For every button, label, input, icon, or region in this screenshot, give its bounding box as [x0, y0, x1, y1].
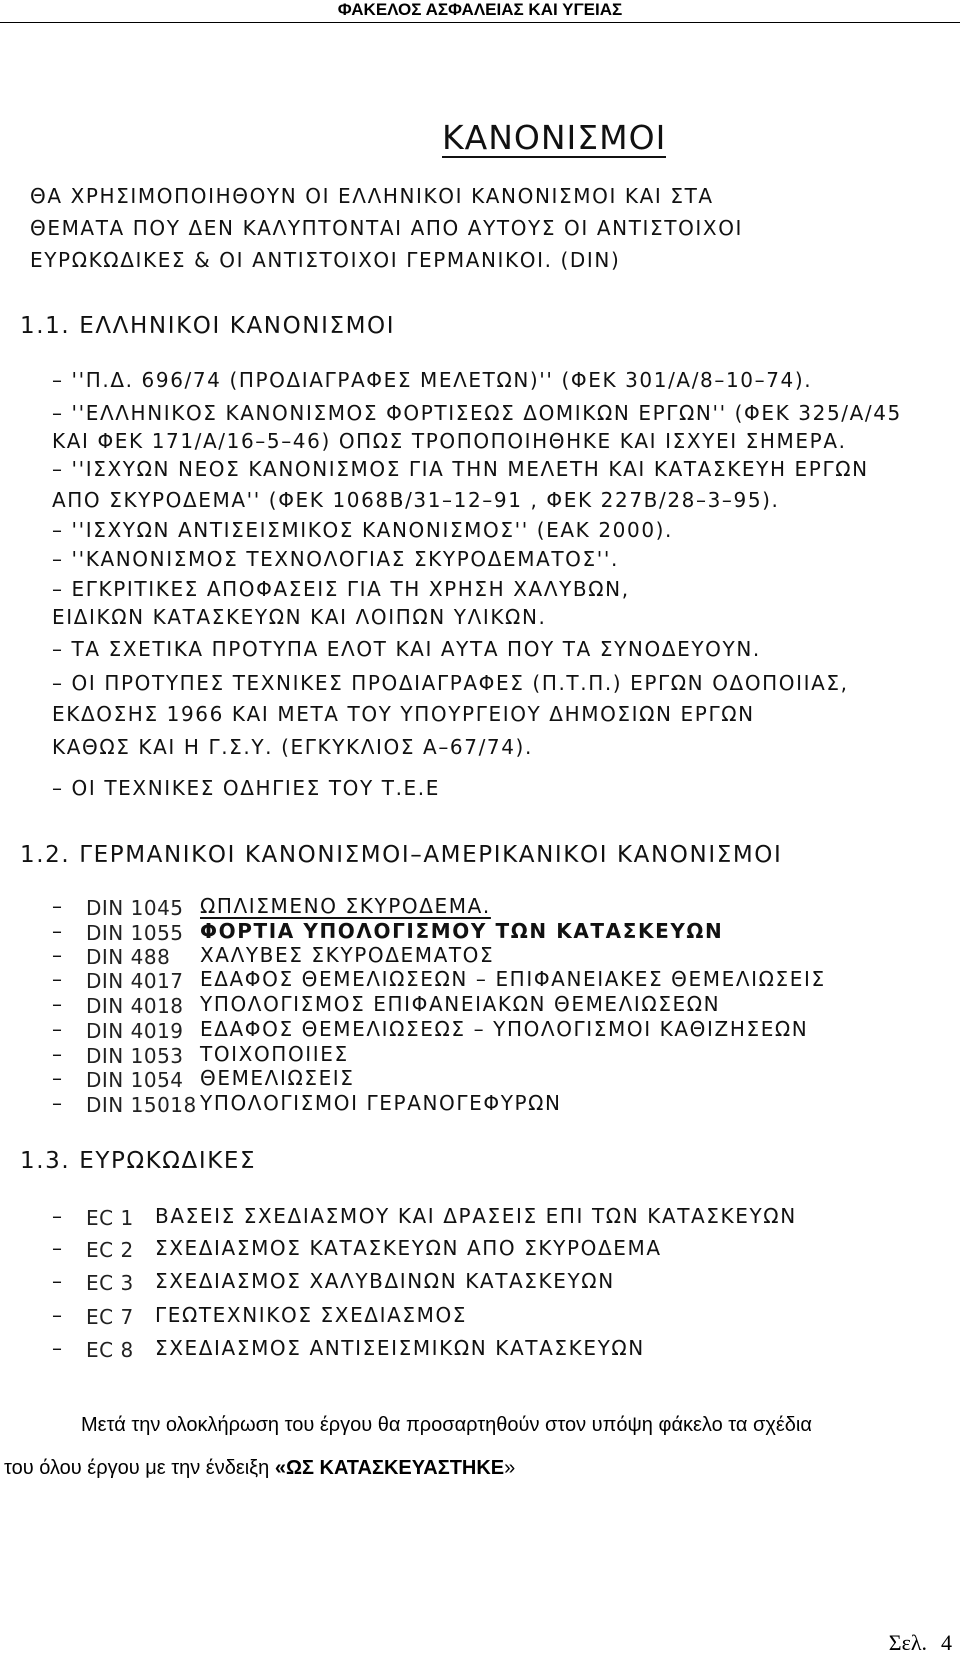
page-value: 4	[941, 1630, 952, 1655]
dash: –	[52, 1236, 64, 1260]
page-title: ΚΑΝΟΝΙΣΜΟΙ	[442, 118, 667, 157]
intro-line: ΘΑ ΧΡΗΣΙΜΟΠΟΙΗΘΟΥΝ ΟΙ ΕΛΛΗΝΙΚΟΙ ΚΑΝΟΝΙΣΜΟΙ ΚΑΙ ΣΤΑ	[30, 184, 714, 208]
din-desc: ΥΠΟΛΟΓΙΣΜΟΙ ΓΕΡΑΝΟΓΕΦΥΡΩΝ	[200, 1091, 562, 1115]
din-code: DIN 488	[86, 945, 171, 969]
din-code: DIN 1054	[86, 1068, 184, 1092]
dash: –	[52, 992, 64, 1016]
intro-line: ΕΥΡΩΚΩΔΙΚΕΣ & ΟΙ ΑΝΤΙΣΤΟΙΧΟΙ ΓΕΡΜΑΝΙΚΟΙ. (DIN)	[30, 248, 621, 272]
list-item: – ΤΑ ΣΧΕΤΙΚΑ ΠΡΟΤΥΠΑ ΕΛΟΤ ΚΑΙ ΑΥΤΑ ΠΟΥ ΤΑ ΣΥΝΟΔΕΥΟΥΝ.	[52, 637, 761, 661]
dash: –	[52, 1066, 64, 1090]
section-heading-eurocodes: 1.3. ΕΥΡΩΚΩΔΙΚΕΣ	[20, 1148, 257, 1174]
dash: –	[52, 1269, 64, 1293]
dash: –	[52, 894, 64, 918]
list-item: – ''ΕΛΛΗΝΙΚΟΣ ΚΑΝΟΝΙΣΜΟΣ ΦΟΡΤΙΣΕΩΣ ΔΟΜΙΚΩΝ ΕΡΓΩΝ'' (ΦΕΚ 325/Α/45	[52, 401, 902, 425]
ec-desc: ΒΑΣΕΙΣ ΣΧΕΔΙΑΣΜΟΥ ΚΑΙ ΔΡΑΣΕΙΣ ΕΠΙ ΤΩΝ ΚΑΤΑΣΚΕΥΩΝ	[155, 1204, 797, 1228]
header-title: ΦΑΚΕΛΟΣ ΑΣΦΑΛΕΙΑΣ ΚΑΙ ΥΓΕΙΑΣ	[337, 0, 623, 19]
din-code: DIN 15018	[86, 1093, 197, 1117]
din-desc: ΧΑΛΥΒΕΣ ΣΚΥΡΟΔΕΜΑΤΟΣ	[200, 943, 495, 967]
din-desc: ΘΕΜΕΛΙΩΣΕΙΣ	[200, 1066, 355, 1090]
footer-note-emphasis: «ΩΣ ΚΑΤΑΣΚΕΥΑΣΤΗΚΕ	[274, 1457, 505, 1479]
dash: –	[52, 1303, 64, 1327]
page-header	[0, 0, 960, 23]
list-item: – ΕΓΚΡΙΤΙΚΕΣ ΑΠΟΦΑΣΕΙΣ ΓΙΑ ΤΗ ΧΡΗΣΗ ΧΑΛΥΒΩΝ,	[52, 577, 630, 601]
din-desc: ΤΟΙΧΟΠΟΙΙΕΣ	[200, 1042, 349, 1066]
section-heading-greek: 1.1. ΕΛΛΗΝΙΚΟΙ ΚΑΝΟΝΙΣΜΟΙ	[20, 313, 396, 339]
dash: –	[52, 919, 64, 943]
list-item: – ''ΙΣΧΥΩΝ ΝΕΟΣ ΚΑΝΟΝΙΣΜΟΣ ΓΙΑ ΤΗΝ ΜΕΛΕΤΗ ΚΑΙ ΚΑΤΑΣΚΕΥΗ ΕΡΓΩΝ	[52, 457, 869, 481]
list-item: ΚΑΙ ΦΕΚ 171/Α/16–5–46) ΟΠΩΣ ΤΡΟΠΟΠΟΙΗΘΗΚΕ ΚΑΙ ΙΣΧΥΕΙ ΣΗΜΕΡΑ.	[52, 429, 847, 453]
footer-note-text: του όλου έργου με την ένδειξη	[4, 1457, 275, 1479]
ec-desc: ΓΕΩΤΕΧΝΙΚΟΣ ΣΧΕΔΙΑΣΜΟΣ	[155, 1303, 468, 1327]
din-code: DIN 1045	[86, 896, 184, 920]
din-code: DIN 1055	[86, 921, 184, 945]
ec-code: EC 7	[86, 1305, 134, 1329]
dash: –	[52, 1042, 64, 1066]
dash: –	[52, 943, 64, 967]
list-item: – ''ΙΣΧΥΩΝ ΑΝΤΙΣΕΙΣΜΙΚΟΣ ΚΑΝΟΝΙΣΜΟΣ'' (ΕΑΚ 2000).	[52, 518, 674, 542]
footer-note-quote: »	[504, 1457, 516, 1479]
din-code: DIN 4018	[86, 994, 184, 1018]
list-item: – ΟΙ ΤΕΧΝΙΚΕΣ ΟΔΗΓΙΕΣ ΤΟΥ Τ.Ε.Ε	[52, 776, 440, 800]
ec-desc: ΣΧΕΔΙΑΣΜΟΣ ΚΑΤΑΣΚΕΥΩΝ ΑΠΟ ΣΚΥΡΟΔΕΜΑ	[155, 1236, 662, 1260]
din-desc: ΕΔΑΦΟΣ ΘΕΜΕΛΙΩΣΕΩΝ – ΕΠΙΦΑΝΕΙΑΚΕΣ ΘΕΜΕΛΙΩΣΕΙΣ	[200, 967, 826, 991]
footer-note-line	[4, 1456, 515, 1480]
din-code: DIN 4017	[86, 969, 184, 993]
ec-code: EC 8	[86, 1338, 134, 1362]
list-item: ΚΑΘΩΣ ΚΑΙ Η Γ.Σ.Υ. (ΕΓΚΥΚΛΙΟΣ Α–67/74).	[52, 735, 533, 759]
list-item: ΕΚΔΟΣΗΣ 1966 ΚΑΙ ΜΕΤΑ ΤΟΥ ΥΠΟΥΡΓΕΙΟΥ ΔΗΜΟΣΙΩΝ ΕΡΓΩΝ	[52, 702, 755, 726]
din-desc: ΩΠΛΙΣΜΕΝΟ ΣΚΥΡΟΔΕΜΑ.	[200, 894, 491, 918]
ec-desc: ΣΧΕΔΙΑΣΜΟΣ ΑΝΤΙΣΕΙΣΜΙΚΩΝ ΚΑΤΑΣΚΕΥΩΝ	[155, 1336, 645, 1360]
ec-code: EC 3	[86, 1271, 134, 1295]
din-desc: ΥΠΟΛΟΓΙΣΜΟΣ ΕΠΙΦΑΝΕΙΑΚΩΝ ΘΕΜΕΛΙΩΣΕΩΝ	[200, 992, 721, 1016]
ec-code: EC 2	[86, 1238, 134, 1262]
intro-line: ΘΕΜΑΤΑ ΠΟΥ ΔΕΝ ΚΑΛΥΠΤΟΝΤΑΙ ΑΠΟ ΑΥΤΟΥΣ ΟΙ ΑΝΤΙΣΤΟΙΧΟΙ	[30, 216, 744, 240]
dash: –	[52, 1336, 64, 1360]
din-code: DIN 4019	[86, 1019, 184, 1043]
list-item: ΕΙΔΙΚΩΝ ΚΑΤΑΣΚΕΥΩΝ ΚΑΙ ΛΟΙΠΩΝ ΥΛΙΚΩΝ.	[52, 605, 547, 629]
ec-code: EC 1	[86, 1206, 134, 1230]
section-heading-german: 1.2. ΓΕΡΜΑΝΙΚΟΙ ΚΑΝΟΝΙΣΜΟΙ–ΑΜΕΡΙΚΑΝΙΚΟΙ ΚΑΝΟΝΙΣΜΟΙ	[20, 842, 783, 868]
list-item: – ΟΙ ΠΡΟΤΥΠΕΣ ΤΕΧΝΙΚΕΣ ΠΡΟΔΙΑΓΡΑΦΕΣ (Π.Τ.Π.) ΕΡΓΩΝ ΟΔΟΠΟΙΙΑΣ,	[52, 671, 849, 695]
dash: –	[52, 1204, 64, 1228]
din-desc: ΕΔΑΦΟΣ ΘΕΜΕΛΙΩΣΕΩΣ – ΥΠΟΛΟΓΙΣΜΟΙ ΚΑΘΙΖΗΣΕΩΝ	[200, 1017, 809, 1041]
dash: –	[52, 967, 64, 991]
ec-desc: ΣΧΕΔΙΑΣΜΟΣ ΧΑΛΥΒΔΙΝΩΝ ΚΑΤΑΣΚΕΥΩΝ	[155, 1269, 615, 1293]
din-code: DIN 1053	[86, 1044, 184, 1068]
list-item: – ''ΚΑΝΟΝΙΣΜΟΣ ΤΕΧΝΟΛΟΓΙΑΣ ΣΚΥΡΟΔΕΜΑΤΟΣ''.	[52, 547, 619, 571]
dash: –	[52, 1017, 64, 1041]
dash: –	[52, 1091, 64, 1115]
din-desc: ΦΟΡΤΙΑ ΥΠΟΛΟΓΙΣΜΟΥ ΤΩΝ ΚΑΤΑΣΚΕΥΩΝ	[200, 919, 724, 943]
page-number	[889, 1630, 952, 1656]
page-label: Σελ.	[888, 1630, 927, 1655]
list-item: ΑΠΟ ΣΚΥΡΟΔΕΜΑ'' (ΦΕΚ 1068Β/31–12–91 , ΦΕΚ 227Β/28–3–95).	[52, 488, 780, 512]
footer-note-line: Μετά την ολοκλήρωση του έργου θα προσαρτηθούν στον υπόψη φάκελο τα σχέδια	[81, 1414, 812, 1436]
list-item: – ''Π.Δ. 696/74 (ΠΡΟΔΙΑΓΡΑΦΕΣ ΜΕΛΕΤΩΝ)'' (ΦΕΚ 301/Α/8–10–74).	[52, 368, 813, 392]
